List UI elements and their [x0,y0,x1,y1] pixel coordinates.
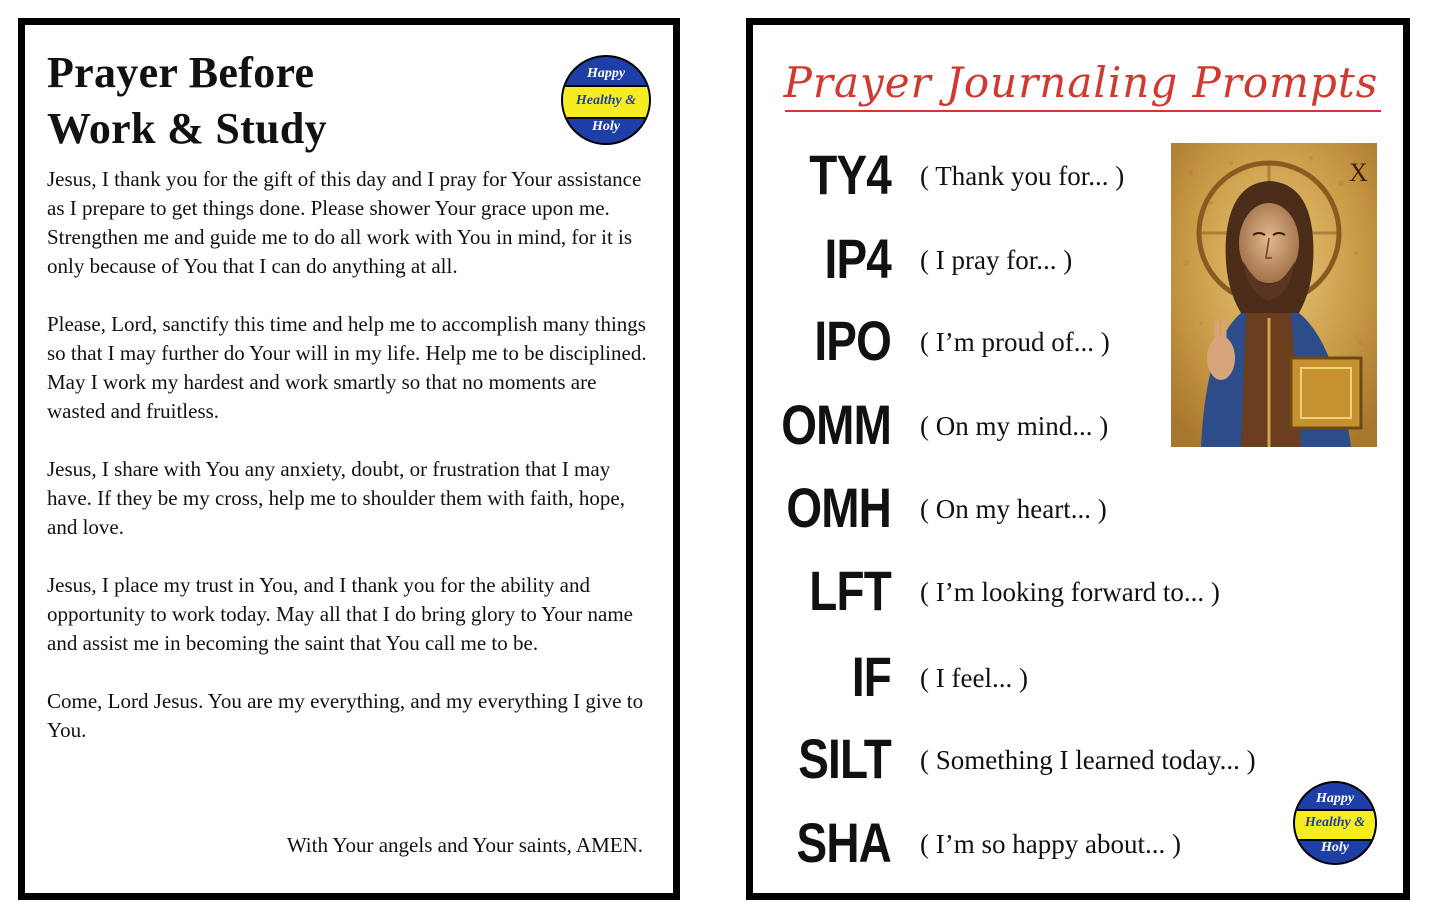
prompt-code: OMH [786,476,891,539]
prayer-title-line1: Prayer Before [47,48,315,97]
prompt-text: ( I’m looking forward to... ) [920,577,1220,607]
prompt-code: LFT [809,559,891,622]
prayer-body [47,165,647,774]
prompt-text: ( I feel... ) [920,663,1028,693]
logo-text-healthy: Healthy & [575,93,637,108]
prompt-text: ( I’m proud of... ) [920,327,1110,357]
prompt-code: IP4 [824,227,891,290]
happy-healthy-holy-logo [561,55,651,145]
prompt-code: OMM [781,393,891,456]
prayer-paragraph: Jesus, I share with You any anxiety, doubt, or frustration that I may have. If they be my cross, help me to shoulder them with faith, hope, and love. [47,457,625,539]
logo-text-healthy: Healthy & [1304,815,1366,830]
logo-text-holy: Holy [1321,840,1349,855]
prayer-paragraph: Jesus, I thank you for the gift of this day and I pray for Your assistance as I prepare to get things done. Please shower Your grace upon me. Strengthen me and guide me to do all work with You in mind, for it is only because of You that I can do anything at all. [47,167,642,278]
mosaic-monogram: X [1349,158,1368,187]
prompt-text: ( Thank you for... ) [920,161,1125,191]
christ-mosaic-icon [1171,143,1377,447]
prompt-row [753,559,1220,629]
prompt-code: IF [851,645,891,708]
prayer-paragraph: Come, Lord Jesus. You are my everything, and my everything I give to You. [47,689,644,742]
journaling-card [746,18,1410,900]
prompt-text: ( On my heart... ) [920,494,1107,524]
prompt-row [753,143,1173,213]
prompt-row [753,645,1173,715]
prompt-row [753,309,1173,379]
prompt-row [753,227,1173,297]
prayer-card [18,18,680,900]
prompt-text: ( I’m so happy about... ) [920,829,1181,859]
journaling-title: Prayer Journaling Prompts [783,58,1379,107]
prompt-text: ( Something I learned today... ) [920,745,1256,775]
prompt-code: TY4 [809,143,891,206]
prayer-title-line2: Work & Study [47,104,327,153]
prompt-row [753,727,1256,797]
prayer-paragraph: Please, Lord, sanctify this time and help me to accomplish many things so that I may further do Your will in my life. Help me to be disciplined. May I work my hardest and work smartly so that no moments are wasted and fruitless. [47,312,647,423]
prompt-code: IPO [814,309,891,372]
prayer-title [47,45,327,157]
happy-healthy-holy-logo [1293,781,1377,865]
title-underline [785,110,1381,112]
prompt-row [753,476,1173,546]
christ-mosaic-image [1171,143,1377,447]
prayer-closing: With Your angels and Your saints, AMEN. [286,833,643,857]
prompt-code: SILT [798,727,891,790]
logo-text-happy: Happy [586,66,626,81]
prompt-row [753,811,1181,881]
prompt-code: SHA [796,811,891,874]
logo-text-holy: Holy [592,119,620,134]
prompt-row [753,393,1173,463]
prayer-paragraph: Jesus, I place my trust in You, and I thank you for the ability and opportunity to work today. May all that I do bring glory to Your name and assist me in becoming the saint that You call me to be. [47,573,633,655]
logo-text-happy: Happy [1315,791,1355,806]
prompt-text: ( I pray for... ) [920,245,1073,275]
prompt-text: ( On my mind... ) [920,411,1109,441]
